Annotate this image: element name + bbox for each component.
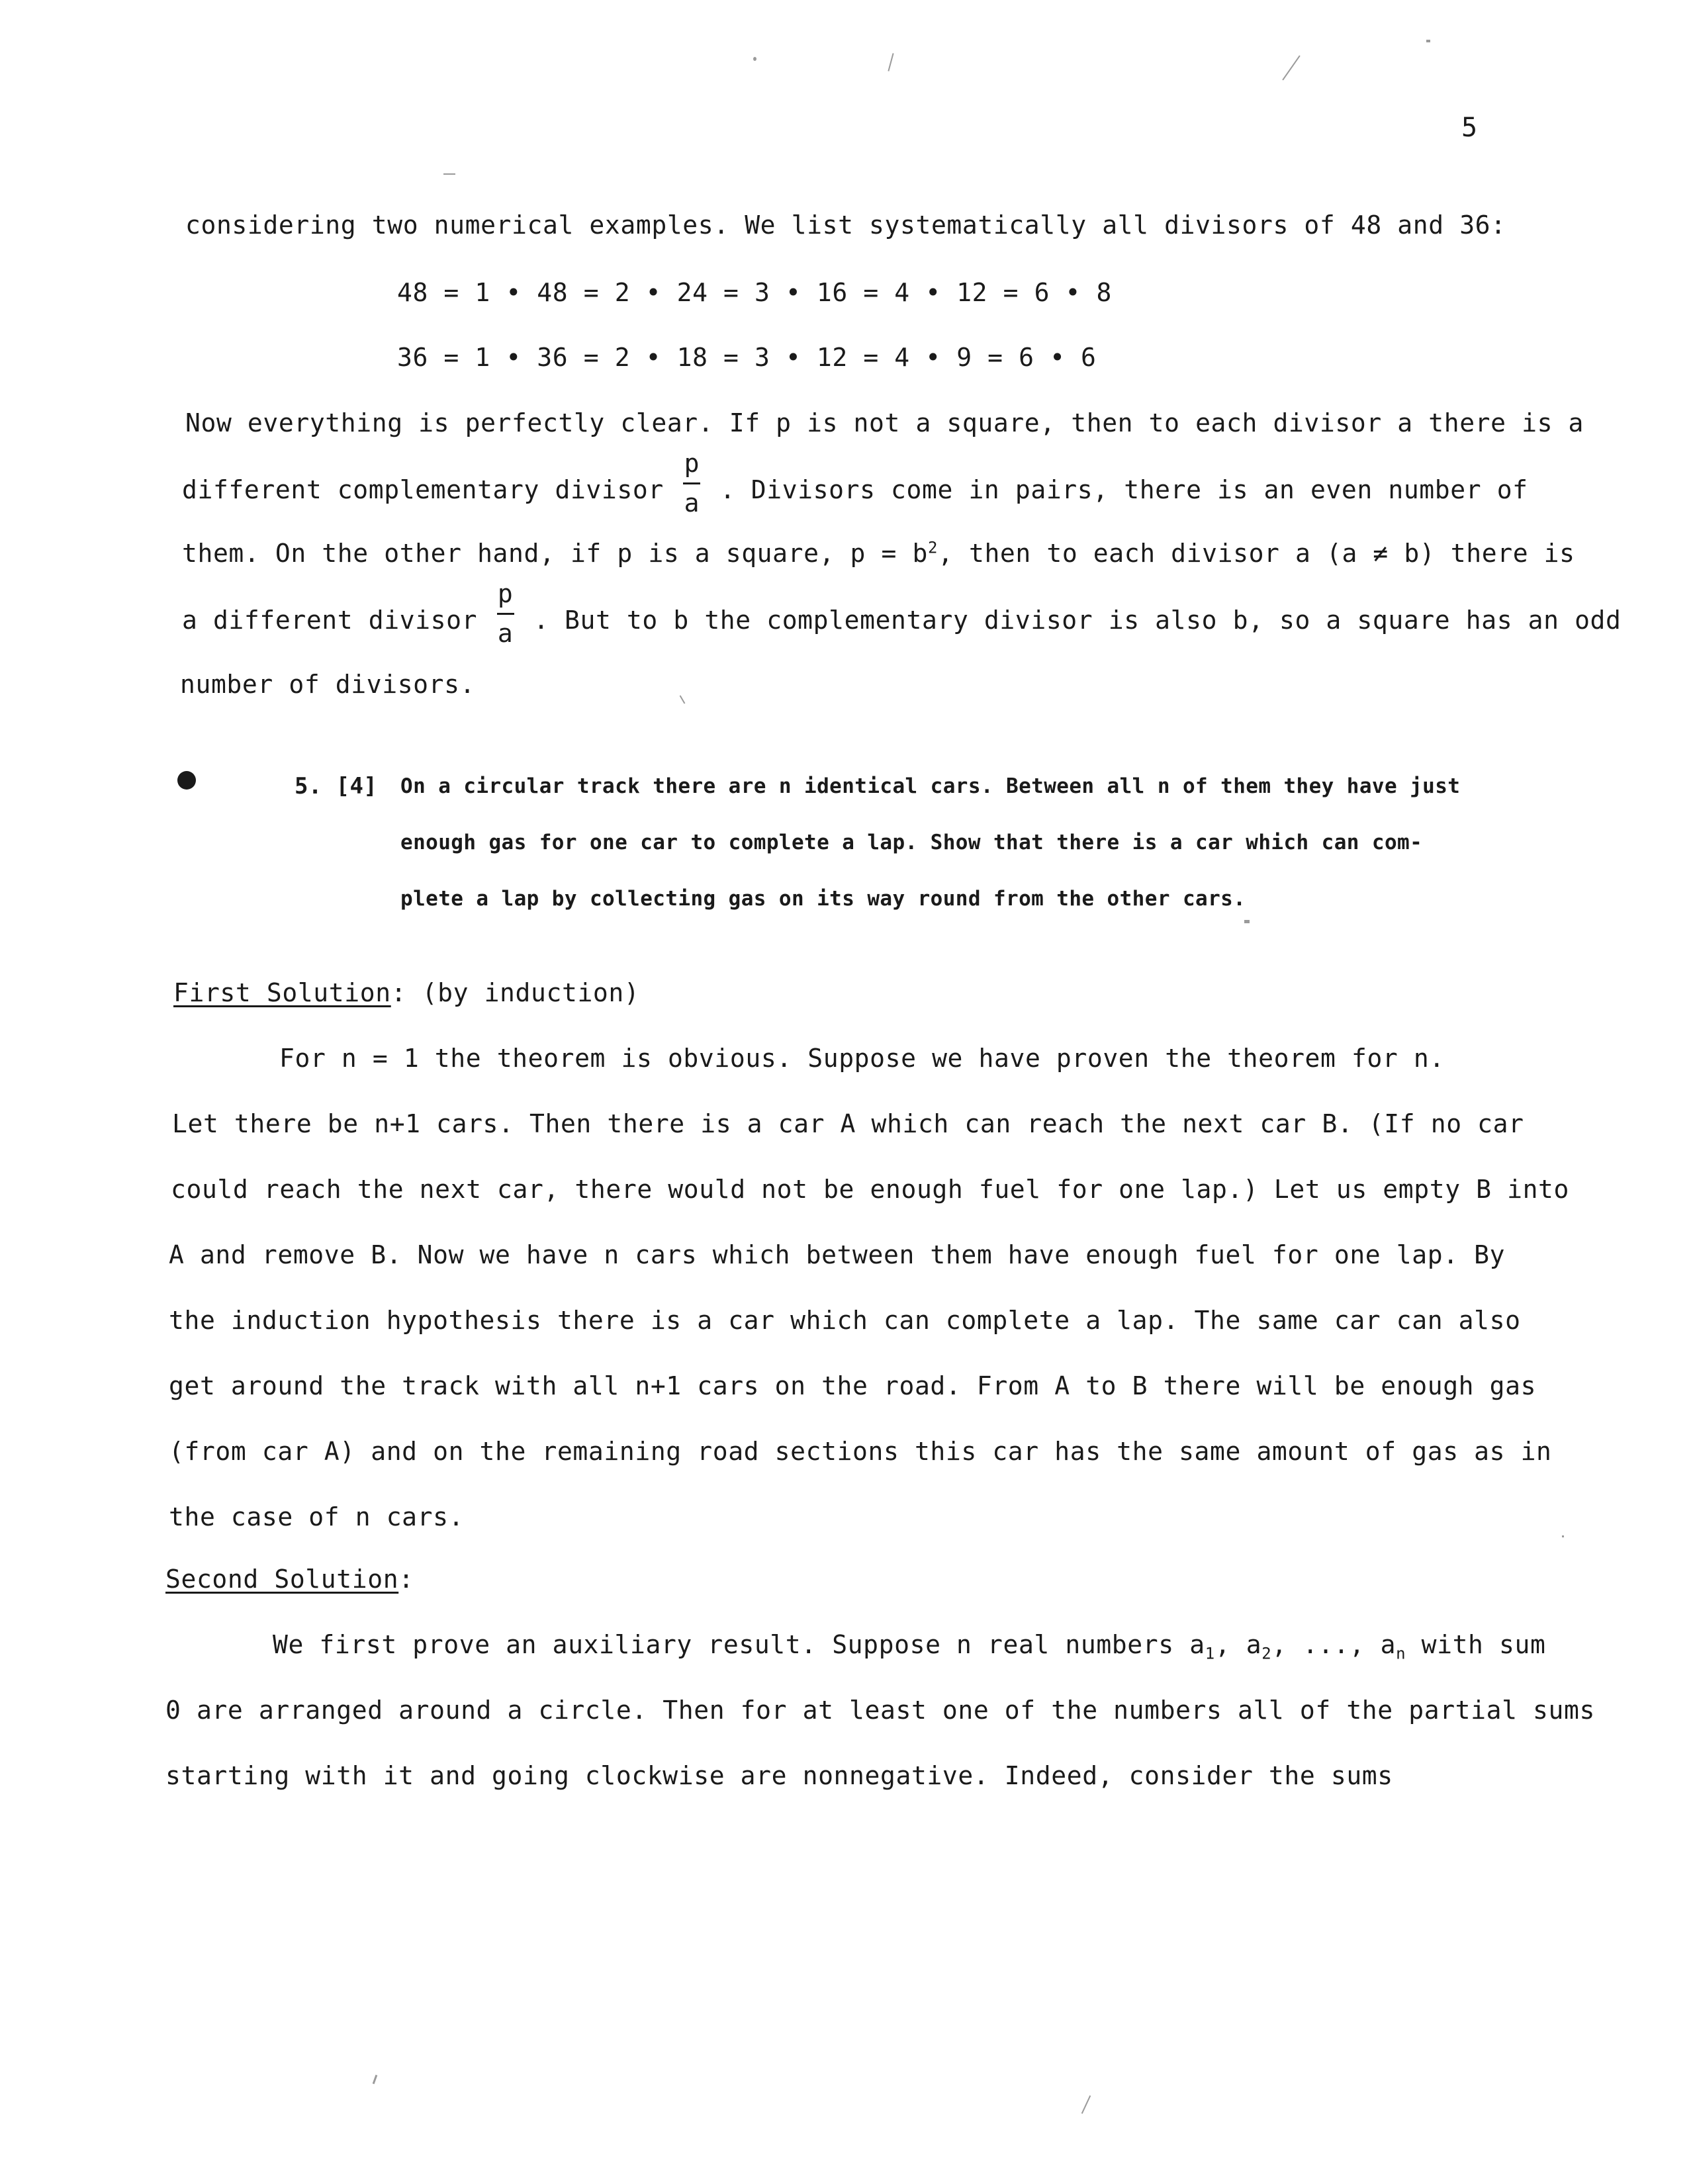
problem-line2: enough gas for one car to complete a lap. Show that there is a car which can com- bbox=[400, 831, 1423, 854]
problem-label: 5. [4] bbox=[295, 773, 378, 799]
second-solution-line1-text-a: We first prove an auxiliary result. Suppose n real numbers a bbox=[273, 1630, 1205, 1659]
fraction-p-over-a bbox=[682, 449, 702, 518]
fraction-p-over-a-2 bbox=[496, 579, 516, 648]
fraction-numerator: p bbox=[497, 579, 514, 608]
para1-line3 bbox=[182, 539, 1575, 568]
first-solution-line: A and remove B. Now we have n cars which between them have enough fuel for one lap. By bbox=[169, 1240, 1506, 1269]
first-solution-heading: First Solution bbox=[173, 978, 391, 1007]
scan-speck bbox=[1244, 920, 1250, 923]
fraction-bar bbox=[497, 613, 514, 615]
subscript-2: 2 bbox=[1261, 1644, 1272, 1663]
first-solution-heading-row bbox=[173, 978, 639, 1007]
scan-mark bbox=[680, 695, 686, 704]
para1-line5: number of divisors. bbox=[180, 670, 476, 699]
second-solution-line1 bbox=[273, 1630, 1546, 1663]
fraction-bar bbox=[683, 482, 700, 484]
second-solution-line1-text-c: , ..., a bbox=[1271, 1630, 1396, 1659]
first-solution-line: the induction hypothesis there is a car which can complete a lap. The same car can also bbox=[169, 1306, 1521, 1335]
fraction-denominator: a bbox=[497, 619, 514, 648]
first-solution-line: Let there be n+1 cars. Then there is a car A which can reach the next car B. (If no car bbox=[172, 1109, 1524, 1138]
first-solution-line: For n = 1 the theorem is obvious. Suppose we have proven the theorem for n. bbox=[279, 1044, 1445, 1073]
subscript-1: 1 bbox=[1205, 1644, 1215, 1663]
para1-line4-text-b: . But to b the complementary divisor is also b, so a square has an odd bbox=[533, 606, 1622, 635]
subscript-n: n bbox=[1396, 1644, 1406, 1663]
second-solution-heading-suffix: : bbox=[398, 1565, 414, 1594]
para1-line1: Now everything is perfectly clear. If p is not a square, then to each divisor a there is a bbox=[185, 408, 1584, 437]
second-solution-heading-row bbox=[165, 1565, 414, 1594]
first-solution-line: get around the track with all n+1 cars on the road. From A to B there will be enough gas bbox=[169, 1371, 1537, 1400]
second-solution-line1-text-b: , a bbox=[1214, 1630, 1262, 1659]
para1-line4 bbox=[182, 579, 1622, 648]
first-solution-line: the case of n cars. bbox=[169, 1502, 465, 1531]
exponent-2: 2 bbox=[927, 538, 938, 557]
scan-mark bbox=[1282, 55, 1300, 80]
equation-36: 36 = 1 • 36 = 2 • 18 = 3 • 12 = 4 • 9 = 6 • 6 bbox=[397, 343, 1097, 372]
second-solution-line2: 0 are arranged around a circle. Then for at least one of the numbers all of the partial sums bbox=[165, 1696, 1595, 1725]
second-solution-line1-text-d: with sum bbox=[1406, 1630, 1546, 1659]
para1-line3-text-b: , then to each divisor a (a ≠ b) there is bbox=[938, 539, 1575, 568]
page-number: 5 bbox=[1461, 113, 1478, 143]
para1-line4-text-a: a different divisor bbox=[182, 606, 478, 635]
scan-mark bbox=[1081, 2095, 1091, 2114]
second-solution-line3: starting with it and going clockwise are nonnegative. Indeed, consider the sums bbox=[165, 1761, 1393, 1790]
problem-line1: On a circular track there are n identical cars. Between all n of them they have just bbox=[400, 774, 1461, 798]
scan-mark bbox=[888, 53, 893, 71]
equation-48: 48 = 1 • 48 = 2 • 24 = 3 • 16 = 4 • 12 = 6 • 8 bbox=[397, 278, 1112, 307]
scan-speck bbox=[1426, 40, 1430, 42]
fraction-denominator: a bbox=[684, 488, 700, 518]
para1-line2-text-b: . Divisors come in pairs, there is an even number of bbox=[719, 475, 1528, 504]
para1-line2-text-a: different complementary divisor bbox=[182, 475, 664, 504]
fraction-numerator: p bbox=[684, 449, 700, 478]
first-solution-line: (from car A) and on the remaining road sections this car has the same amount of gas as in bbox=[169, 1437, 1552, 1466]
scan-mark bbox=[443, 173, 455, 175]
para1-line3-text-a: them. On the other hand, if p is a square, p = b bbox=[182, 539, 928, 568]
second-solution-heading: Second Solution bbox=[165, 1565, 399, 1594]
first-solution-heading-suffix: : (by induction) bbox=[390, 978, 640, 1007]
para1-line2 bbox=[182, 449, 1528, 518]
problem-line3: plete a lap by collecting gas on its way round from the other cars. bbox=[400, 887, 1246, 911]
intro-line: considering two numerical examples. We list systematically all divisors of 48 and 36: bbox=[185, 210, 1506, 240]
bullet-marker bbox=[177, 771, 196, 790]
scan-speck bbox=[753, 57, 756, 61]
scan-mark bbox=[373, 2075, 378, 2084]
first-solution-line: could reach the next car, there would not be enough fuel for one lap.) Let us empty B into bbox=[171, 1175, 1570, 1204]
scan-speck bbox=[1562, 1535, 1564, 1537]
